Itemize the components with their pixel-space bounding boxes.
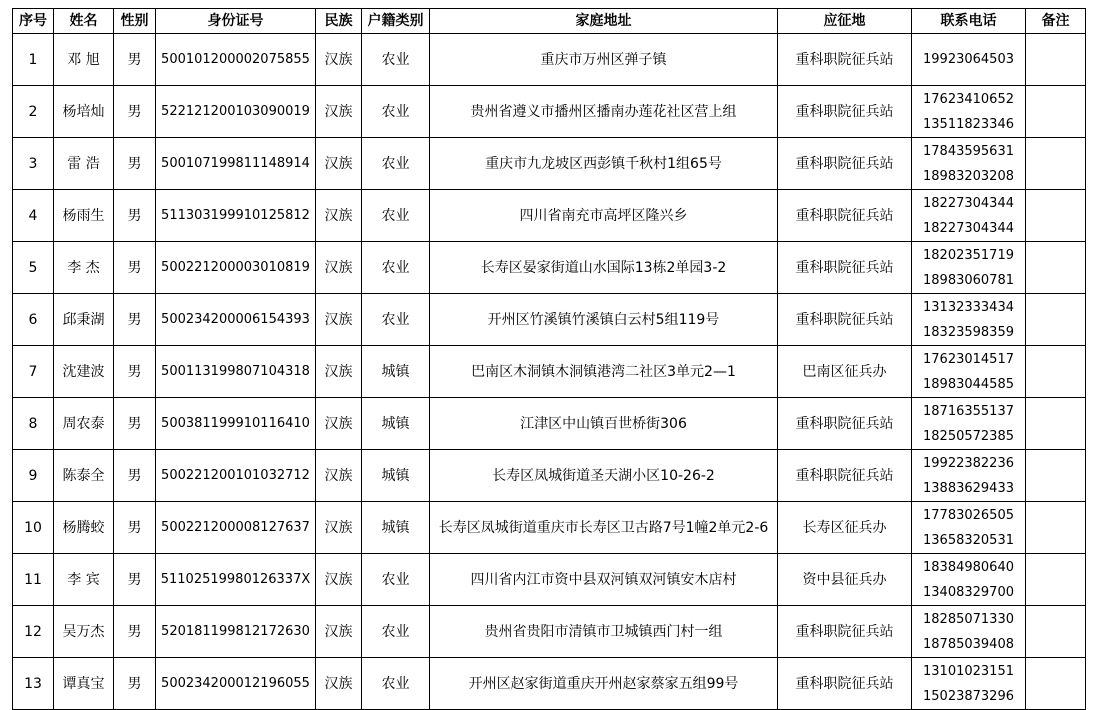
cell-phone (912, 398, 1026, 450)
cell-ethnicity: 汉族 (316, 450, 362, 502)
cell-no: 7 (13, 346, 54, 398)
cell-enlist-place: 巴南区征兵办 (778, 346, 912, 398)
table-row (13, 86, 1086, 138)
cell-address: 四川省南充市高坪区隆兴乡 (430, 190, 778, 242)
cell-id-card: 520181199812172630 (156, 606, 316, 658)
cell-ethnicity: 汉族 (316, 190, 362, 242)
cell-ethnicity: 汉族 (316, 86, 362, 138)
cell-household: 城镇 (362, 502, 430, 554)
cell-enlist-place: 重科职院征兵站 (778, 242, 912, 294)
cell-enlist-place: 长寿区征兵办 (778, 502, 912, 554)
cell-id-card: 51102519980126337X (156, 554, 316, 606)
roster-body (13, 34, 1086, 710)
cell-address: 四川省内江市资中县双河镇双河镇安木店村 (430, 554, 778, 606)
phone-secondary: 18983044585 (923, 376, 1014, 392)
cell-ethnicity: 汉族 (316, 502, 362, 554)
cell-name: 杨雨生 (54, 190, 114, 242)
phone-primary: 19923064503 (923, 52, 1014, 67)
cell-address: 贵州省贵阳市清镇市卫城镇西门村一组 (430, 606, 778, 658)
cell-enlist-place: 重科职院征兵站 (778, 138, 912, 190)
header-ethnicity: 民族 (316, 9, 362, 34)
table-row (13, 190, 1086, 242)
cell-household: 城镇 (362, 346, 430, 398)
cell-id-card: 500221200008127637 (156, 502, 316, 554)
cell-name: 邱秉湖 (54, 294, 114, 346)
cell-no: 4 (13, 190, 54, 242)
cell-household: 城镇 (362, 450, 430, 502)
phone-primary: 17843595631 (923, 143, 1014, 159)
cell-id-card: 500381199910116410 (156, 398, 316, 450)
header-phone: 联系电话 (912, 9, 1026, 34)
cell-name: 杨培灿 (54, 86, 114, 138)
cell-ethnicity: 汉族 (316, 606, 362, 658)
cell-gender: 男 (114, 554, 156, 606)
phone-secondary: 18785039408 (923, 636, 1014, 652)
cell-note (1026, 294, 1086, 346)
cell-phone (912, 450, 1026, 502)
cell-enlist-place: 重科职院征兵站 (778, 398, 912, 450)
cell-enlist-place: 重科职院征兵站 (778, 450, 912, 502)
cell-household: 农业 (362, 86, 430, 138)
cell-id-card: 522121200103090019 (156, 86, 316, 138)
cell-household: 农业 (362, 34, 430, 86)
cell-enlist-place: 资中县征兵办 (778, 554, 912, 606)
cell-gender: 男 (114, 294, 156, 346)
cell-address: 巴南区木洞镇木洞镇港湾二社区3单元2—1 (430, 346, 778, 398)
header-no: 序号 (13, 9, 54, 34)
cell-ethnicity: 汉族 (316, 294, 362, 346)
header-id-card: 身份证号 (156, 9, 316, 34)
cell-note (1026, 34, 1086, 86)
cell-phone (912, 502, 1026, 554)
phone-primary: 18227304344 (923, 195, 1014, 211)
cell-phone (912, 190, 1026, 242)
phone-primary: 17623014517 (923, 351, 1014, 367)
phone-primary: 13101023151 (923, 663, 1014, 679)
recruit-roster-table (12, 8, 1086, 710)
cell-phone (912, 86, 1026, 138)
cell-gender: 男 (114, 606, 156, 658)
cell-id-card: 500101200002075855 (156, 34, 316, 86)
cell-gender: 男 (114, 242, 156, 294)
table-row (13, 34, 1086, 86)
cell-name: 谭真宝 (54, 658, 114, 710)
cell-name: 吴万杰 (54, 606, 114, 658)
cell-gender: 男 (114, 450, 156, 502)
cell-address: 贵州省遵义市播州区播南办莲花社区营上组 (430, 86, 778, 138)
cell-note (1026, 138, 1086, 190)
cell-phone (912, 554, 1026, 606)
cell-ethnicity: 汉族 (316, 242, 362, 294)
header-row (13, 9, 1086, 34)
cell-household: 农业 (362, 190, 430, 242)
cell-no: 13 (13, 658, 54, 710)
cell-enlist-place: 重科职院征兵站 (778, 86, 912, 138)
cell-household: 农业 (362, 242, 430, 294)
cell-no: 1 (13, 34, 54, 86)
table-row (13, 398, 1086, 450)
table-row (13, 450, 1086, 502)
cell-address: 重庆市九龙坡区西彭镇千秋村1组65号 (430, 138, 778, 190)
phone-secondary: 13511823346 (923, 116, 1014, 132)
cell-gender: 男 (114, 190, 156, 242)
cell-ethnicity: 汉族 (316, 398, 362, 450)
cell-household: 农业 (362, 554, 430, 606)
cell-name: 周农泰 (54, 398, 114, 450)
header-gender: 性别 (114, 9, 156, 34)
cell-id-card: 500234200006154393 (156, 294, 316, 346)
cell-note (1026, 190, 1086, 242)
table-row (13, 502, 1086, 554)
table-row (13, 554, 1086, 606)
cell-address: 开州区赵家街道重庆开州赵家蔡家五组99号 (430, 658, 778, 710)
cell-phone (912, 346, 1026, 398)
cell-no: 10 (13, 502, 54, 554)
cell-household: 农业 (362, 294, 430, 346)
cell-phone (912, 138, 1026, 190)
cell-note (1026, 86, 1086, 138)
cell-gender: 男 (114, 34, 156, 86)
cell-no: 12 (13, 606, 54, 658)
phone-primary: 19922382236 (923, 455, 1014, 471)
cell-phone (912, 294, 1026, 346)
cell-no: 3 (13, 138, 54, 190)
phone-secondary: 18323598359 (923, 324, 1014, 340)
phone-secondary: 13658320531 (923, 532, 1014, 548)
cell-no: 9 (13, 450, 54, 502)
phone-secondary: 18250572385 (923, 428, 1014, 444)
cell-id-card: 511303199910125812 (156, 190, 316, 242)
phone-secondary: 18983060781 (923, 272, 1014, 288)
header-enlist-place: 应征地 (778, 9, 912, 34)
cell-gender: 男 (114, 346, 156, 398)
cell-phone (912, 242, 1026, 294)
cell-id-card: 500234200012196055 (156, 658, 316, 710)
phone-secondary: 15023873296 (923, 688, 1014, 704)
phone-primary: 17783026505 (923, 507, 1014, 523)
cell-name: 沈建波 (54, 346, 114, 398)
cell-no: 11 (13, 554, 54, 606)
cell-gender: 男 (114, 658, 156, 710)
cell-address: 长寿区凤城街道圣天湖小区10-26-2 (430, 450, 778, 502)
cell-gender: 男 (114, 502, 156, 554)
cell-name: 邓 旭 (54, 34, 114, 86)
cell-address: 长寿区晏家街道山水国际13栋2单园3-2 (430, 242, 778, 294)
cell-no: 6 (13, 294, 54, 346)
cell-gender: 男 (114, 138, 156, 190)
cell-enlist-place: 重科职院征兵站 (778, 34, 912, 86)
phone-primary: 17623410652 (923, 91, 1014, 107)
table-row (13, 242, 1086, 294)
cell-name: 李 宾 (54, 554, 114, 606)
cell-note (1026, 502, 1086, 554)
header-name: 姓名 (54, 9, 114, 34)
cell-enlist-place: 重科职院征兵站 (778, 190, 912, 242)
cell-name: 杨腾蛟 (54, 502, 114, 554)
cell-enlist-place: 重科职院征兵站 (778, 606, 912, 658)
table-row (13, 294, 1086, 346)
cell-no: 5 (13, 242, 54, 294)
cell-name: 雷 浩 (54, 138, 114, 190)
cell-address: 重庆市万州区弹子镇 (430, 34, 778, 86)
cell-address: 开州区竹溪镇竹溪镇白云村5组119号 (430, 294, 778, 346)
cell-id-card: 500113199807104318 (156, 346, 316, 398)
cell-gender: 男 (114, 398, 156, 450)
cell-ethnicity: 汉族 (316, 138, 362, 190)
cell-ethnicity: 汉族 (316, 554, 362, 606)
header-address: 家庭地址 (430, 9, 778, 34)
cell-ethnicity: 汉族 (316, 346, 362, 398)
phone-primary: 18202351719 (923, 247, 1014, 263)
cell-enlist-place: 重科职院征兵站 (778, 294, 912, 346)
cell-enlist-place: 重科职院征兵站 (778, 658, 912, 710)
cell-address: 江津区中山镇百世桥街306 (430, 398, 778, 450)
header-household: 户籍类别 (362, 9, 430, 34)
cell-note (1026, 450, 1086, 502)
cell-note (1026, 398, 1086, 450)
phone-secondary: 18983203208 (923, 168, 1014, 184)
cell-no: 8 (13, 398, 54, 450)
cell-ethnicity: 汉族 (316, 34, 362, 86)
cell-phone (912, 606, 1026, 658)
phone-secondary: 13408329700 (923, 584, 1014, 600)
cell-no: 2 (13, 86, 54, 138)
cell-note (1026, 606, 1086, 658)
cell-id-card: 500221200101032712 (156, 450, 316, 502)
cell-note (1026, 242, 1086, 294)
cell-household: 农业 (362, 658, 430, 710)
cell-note (1026, 346, 1086, 398)
cell-note (1026, 554, 1086, 606)
cell-ethnicity: 汉族 (316, 658, 362, 710)
table-row (13, 346, 1086, 398)
cell-address: 长寿区凤城街道重庆市长寿区卫古路7号1幢2单元2-6 (430, 502, 778, 554)
phone-primary: 13132333434 (923, 299, 1014, 315)
table-row (13, 138, 1086, 190)
cell-gender: 男 (114, 86, 156, 138)
cell-household: 农业 (362, 606, 430, 658)
table-row (13, 606, 1086, 658)
phone-secondary: 18227304344 (923, 220, 1014, 236)
cell-id-card: 500221200003010819 (156, 242, 316, 294)
cell-phone (912, 34, 1026, 86)
cell-name: 陈泰全 (54, 450, 114, 502)
cell-household: 农业 (362, 138, 430, 190)
cell-household: 城镇 (362, 398, 430, 450)
phone-primary: 18285071330 (923, 611, 1014, 627)
phone-primary: 18716355137 (923, 403, 1014, 419)
phone-secondary: 13883629433 (923, 480, 1014, 496)
cell-name: 李 杰 (54, 242, 114, 294)
cell-id-card: 500107199811148914 (156, 138, 316, 190)
header-note: 备注 (1026, 9, 1086, 34)
phone-primary: 18384980640 (923, 559, 1014, 575)
